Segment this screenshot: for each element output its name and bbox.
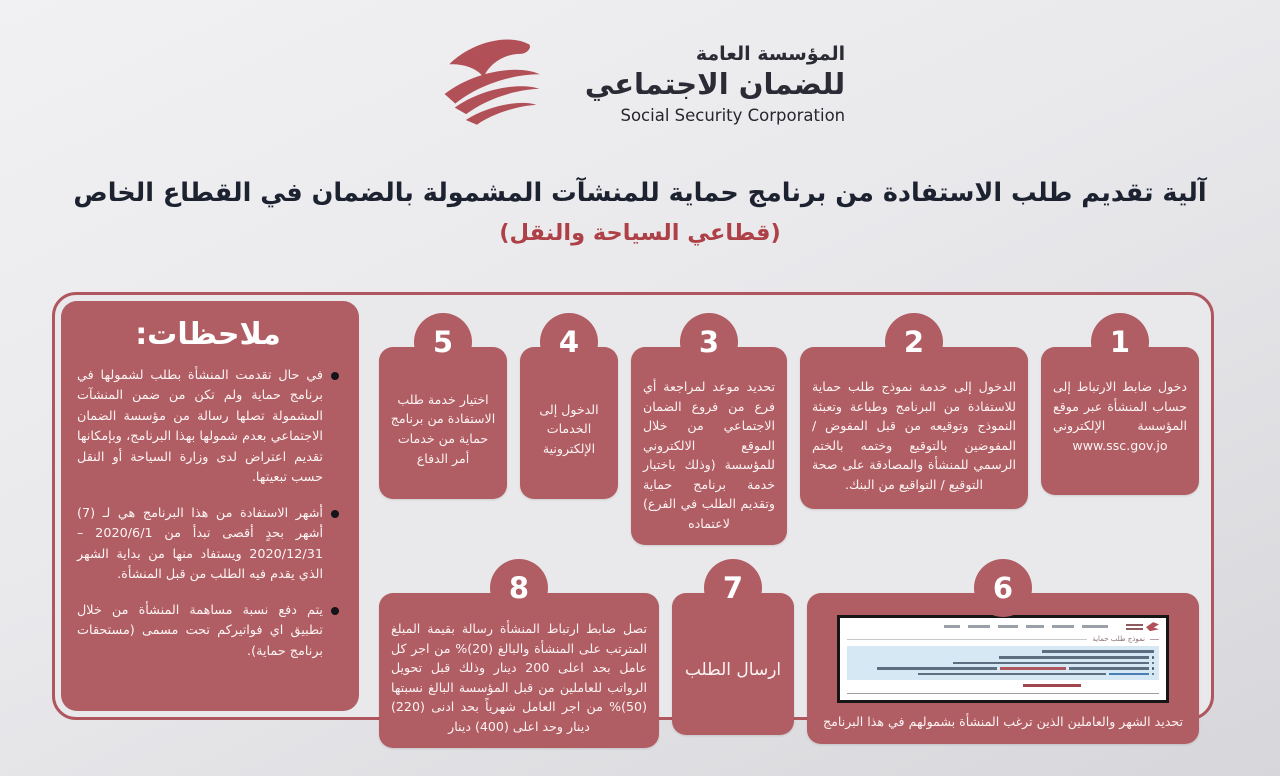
step-5-text: اختيار خدمة طلب الاستفادة من برنامج حماية من خدمات أمر الدفاع xyxy=(390,391,496,466)
dove-swoosh-logo-icon xyxy=(430,30,567,139)
nav-item-placeholder xyxy=(1082,625,1108,628)
logo-arabic-line2: للضمان الاجتماعي xyxy=(584,67,846,101)
bullet-dot-icon xyxy=(331,372,339,380)
step-4-text: الدخول إلى الخدمات الإلكترونية xyxy=(539,401,599,456)
website-page-heading-row xyxy=(847,635,1159,643)
page-subtitle: (قطاعي السياحة والنقل) xyxy=(499,220,781,246)
info-bullet-placeholder xyxy=(852,673,1154,676)
notes-title: ملاحظات: xyxy=(135,317,281,352)
info-bullet-placeholder xyxy=(852,667,1154,670)
website-screenshot xyxy=(837,615,1169,703)
step-7-number-badge: 7 xyxy=(704,559,762,617)
step-8-card xyxy=(379,571,659,748)
info-bullet-placeholder xyxy=(852,656,1154,659)
step-7-card xyxy=(672,571,794,735)
website-topbar xyxy=(847,622,1159,631)
step-7-text: ارسال الطلب xyxy=(684,659,782,680)
notes-panel xyxy=(61,301,359,711)
step-3-text: تحديد موعد لمراجعة أي فرع من فروع الضمان الاجتماعي من خلال الموقع الالكتروني للمؤسسة (وذلك باختيار خدمة برنامج حماية وتقديم الطلب في الفرع) لاعتماده xyxy=(643,379,775,531)
title-block xyxy=(0,178,1280,246)
steps-row-top xyxy=(377,325,1199,545)
note-text: يتم دفع نسبة مساهمة المنشأة من خلال تطبيق اي فواتيركم تحت مسمى (مستحقات برنامج حماية). xyxy=(77,602,323,659)
note-item xyxy=(77,504,339,586)
step-8-number-badge: 8 xyxy=(490,559,548,617)
note-text: أشهر الاستفادة من هذا البرنامج هي لـ (7) أشهر بحدٍ أقصى تبدأ من 2020/6/1 – 2020/12/31 ويستفاد منها من بداية الشهر الذي يقدم فيه الطلب من قبل المنشأة. xyxy=(77,505,324,583)
bullet-dot-icon xyxy=(331,607,339,615)
logo-arabic-line1: المؤسسة العامة xyxy=(695,43,846,65)
step-1-card xyxy=(1041,325,1199,495)
step-4-card xyxy=(520,325,618,499)
ssc-logo xyxy=(435,36,845,132)
nav-item-placeholder xyxy=(1052,625,1074,628)
note-item xyxy=(77,601,339,662)
website-logo-mark-icon xyxy=(1146,622,1159,631)
heading-dash xyxy=(1150,639,1159,640)
step-2-card xyxy=(800,325,1028,509)
nav-item-placeholder xyxy=(1026,625,1044,628)
step-2-number-badge: 2 xyxy=(885,313,943,371)
step-6-number-badge: 6 xyxy=(974,559,1032,617)
heading-rule xyxy=(847,639,1087,640)
nav-item-placeholder xyxy=(944,625,960,628)
note-text: في حال تقدمت المنشأة بطلب لشمولها في برنامج حماية ولم تكن من ضمن المنشآت المشمولة تصلها رسالة من مؤسسة الضمان الاجتماعي بعدم شمولها بهذا البرنامج، وبإمكانها تقديم اعتراض لدى وزارة السياحة أو النقل حسب تبعيتها. xyxy=(77,368,323,486)
step-2-text: الدخول إلى خدمة نموذج طلب حماية للاستفادة من البرنامج وطباعة وتعبئة النموذج وتوقيعه من قبل المفوض / المفوضين بالتوقيع وختمه بالختم الرسمي للمنشأة والمصادقة على صحة التوقيع / التواقيع من البنك. xyxy=(812,379,1016,492)
website-ssc-logo-icon xyxy=(1126,622,1159,631)
header xyxy=(0,36,1280,132)
step-6-caption: تحديد الشهر والعاملين الذين ترغب المنشأة بشمولهم في هذا البرنامج xyxy=(823,714,1183,730)
step-1-number-badge: 1 xyxy=(1091,313,1149,371)
website-logo-text-placeholder xyxy=(1126,624,1143,630)
step-1-text: دخول ضابط الارتباط إلى حساب المنشأة عبر موقع المؤسسة الإلكتروني www.ssc.gov.jo xyxy=(1053,379,1187,453)
bullet-dot-icon xyxy=(331,510,339,518)
ssc-logo-text xyxy=(585,43,845,125)
logo-english-line: Social Security Corporation xyxy=(620,106,846,125)
note-item xyxy=(77,366,339,489)
main-panel xyxy=(52,292,1214,734)
steps-area xyxy=(365,295,1211,734)
nav-item-placeholder xyxy=(968,625,990,628)
website-form-link-placeholder xyxy=(847,684,1159,687)
step-5-number-badge: 5 xyxy=(414,313,472,371)
nav-item-placeholder xyxy=(998,625,1018,628)
website-nav-menu-placeholder xyxy=(944,625,1108,628)
step-6-card xyxy=(807,571,1199,744)
info-line-placeholder xyxy=(852,650,1154,653)
website-info-box xyxy=(847,646,1159,680)
website-bottom-rule xyxy=(847,693,1159,694)
info-bullet-placeholder xyxy=(852,662,1154,665)
page-title: آلية تقديم طلب الاستفادة من برنامج حماية للمنشآت المشمولة بالضمان في القطاع الخاص xyxy=(73,178,1207,208)
step-4-number-badge: 4 xyxy=(540,313,598,371)
step-8-text: تصل ضابط ارتباط المنشأة رسالة بقيمة المبلغ المترتب على المنشأة والبالغ (20)% من اجر كل عامل بحد اعلى 200 دينار وذلك قبل تحويل الرواتب للعاملين من قبل المؤسسة البالغ نسبتها (50)% من اجر العامل شهرياً بحد ادنى (220) دينار وحد اعلى (400) دينار xyxy=(391,621,647,734)
website-page-heading: نموذج طلب حماية xyxy=(1092,635,1145,644)
step-5-card xyxy=(379,325,507,499)
step-3-number-badge: 3 xyxy=(680,313,738,371)
steps-row-bottom xyxy=(377,571,1199,748)
step-3-card xyxy=(631,325,787,545)
